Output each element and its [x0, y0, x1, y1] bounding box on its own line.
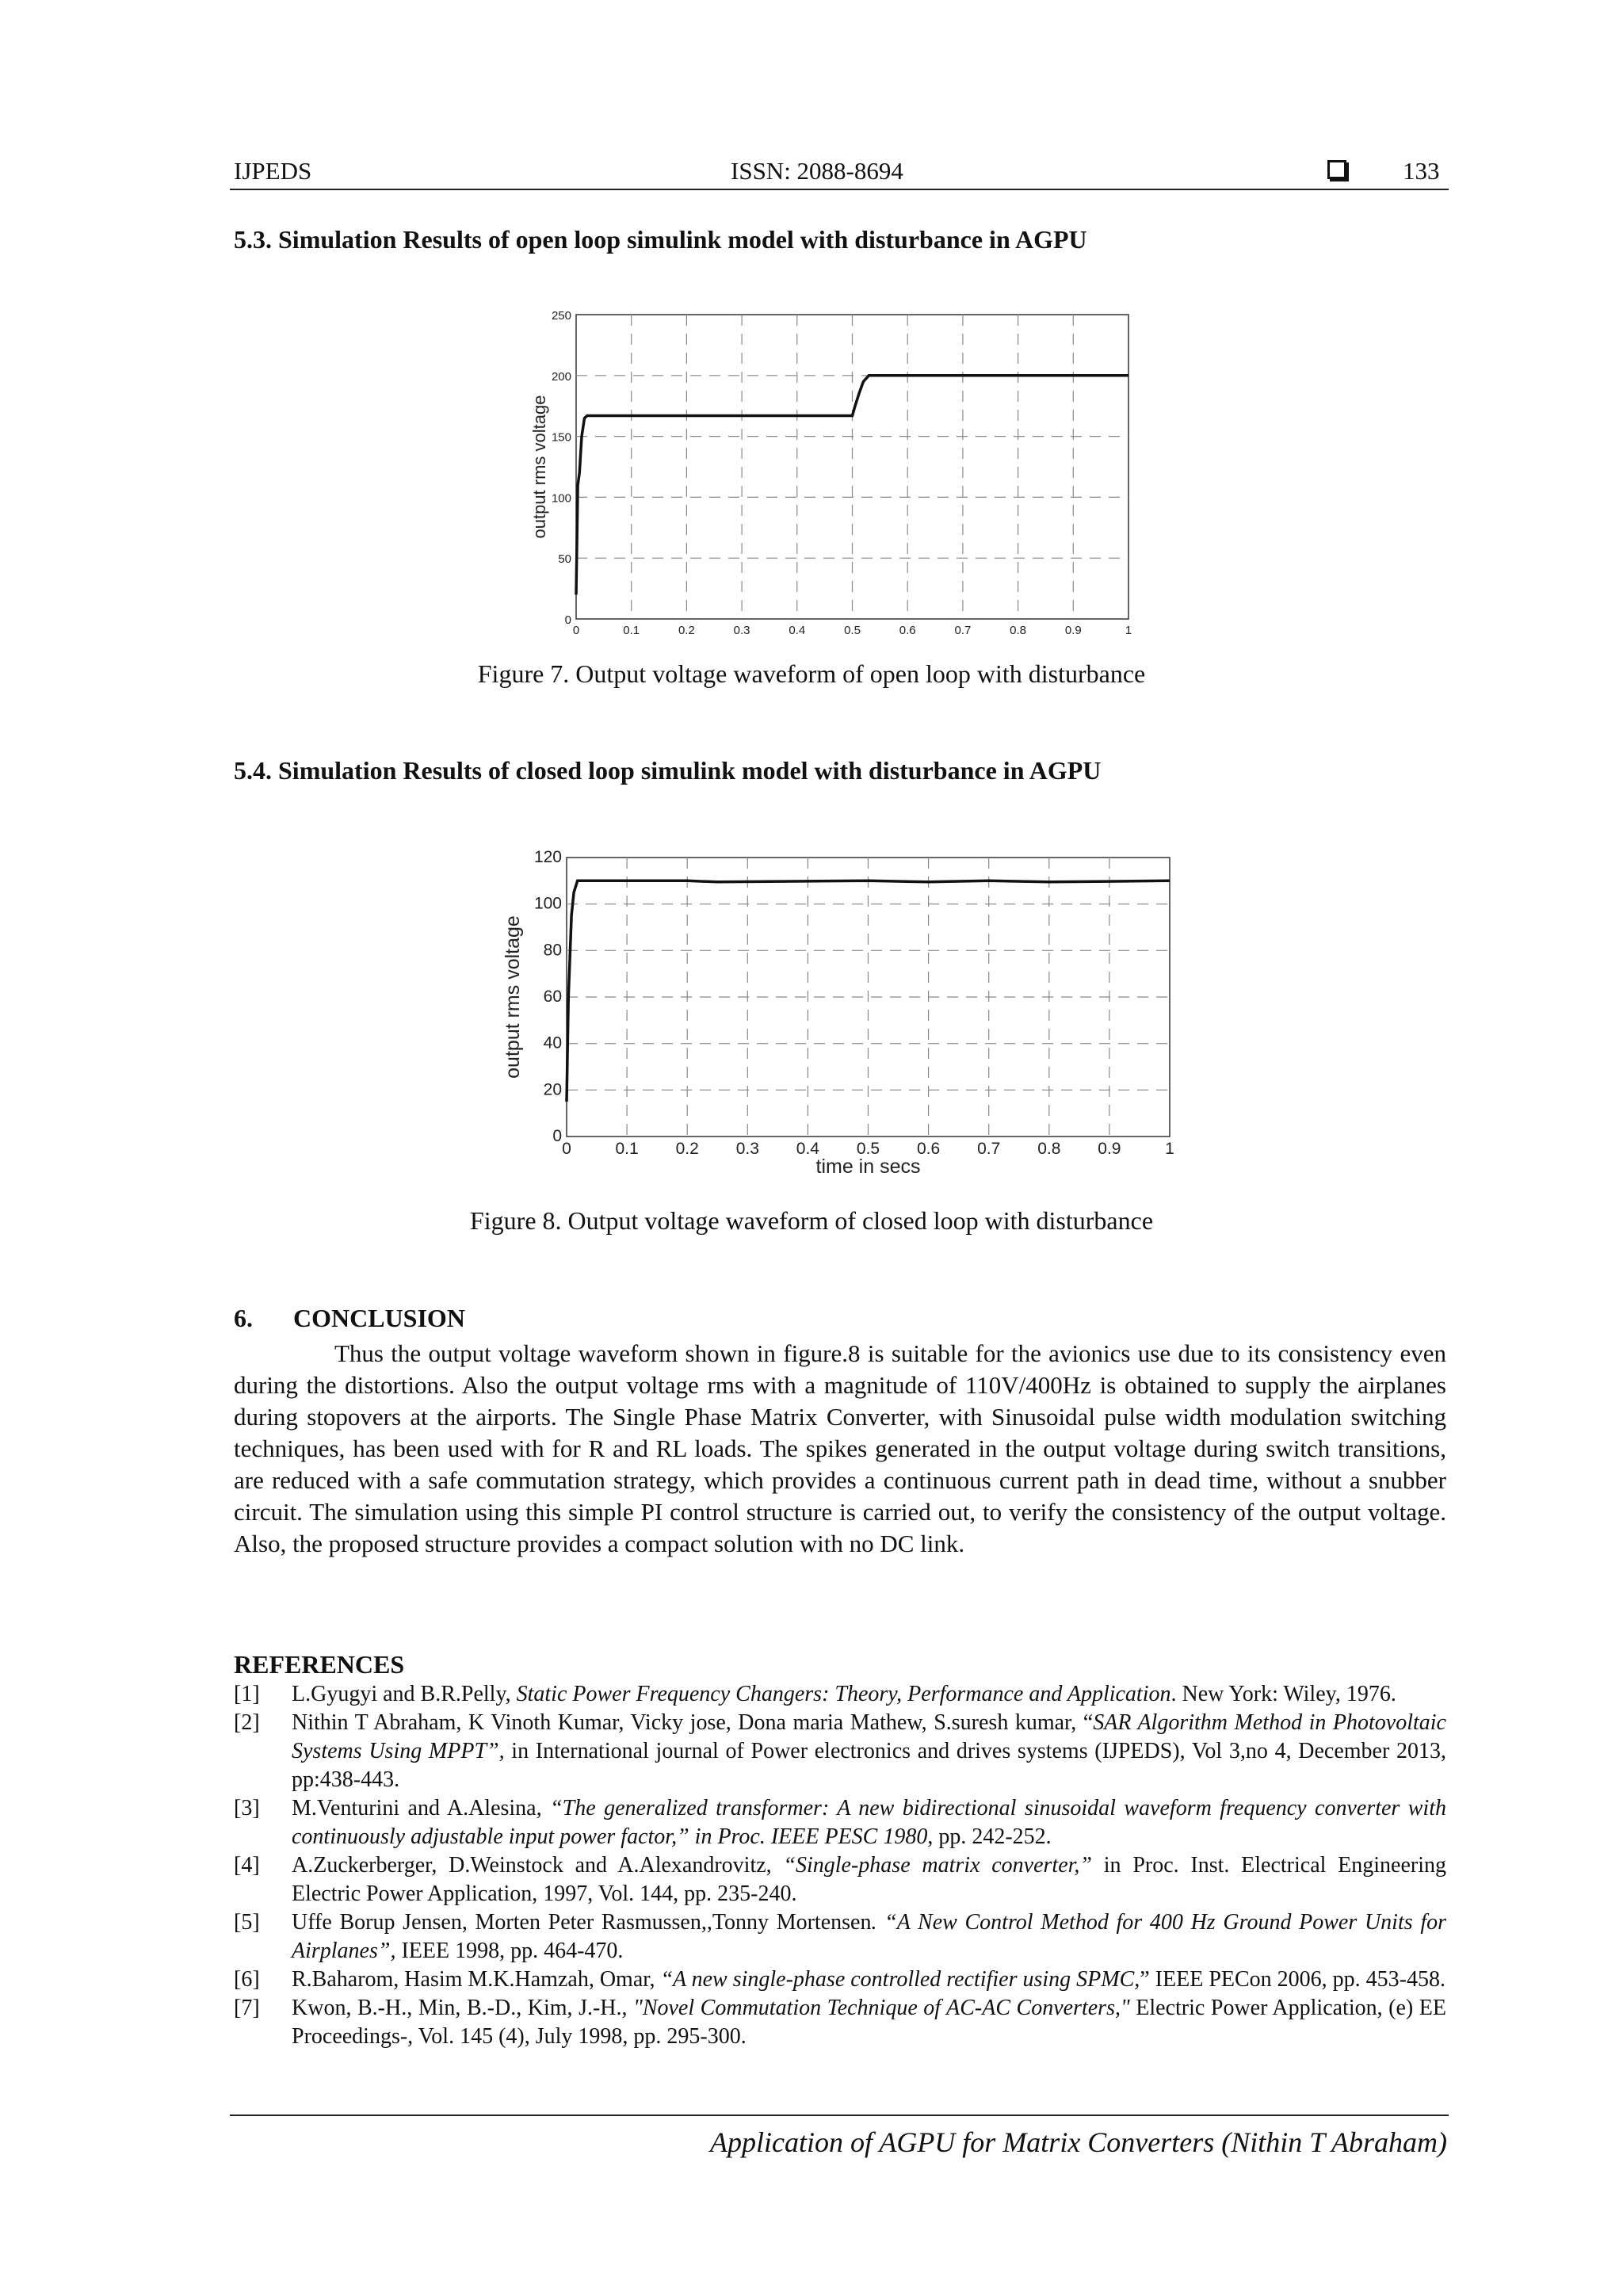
reference-item: [234, 1994, 1446, 2051]
x-tick-label: 0.9: [1064, 624, 1082, 637]
y-axis-label: output rms voltage: [529, 395, 549, 539]
reference-source: IEEE 1998, pp. 464-470.: [395, 1939, 624, 1963]
y-tick-label: 100: [533, 894, 562, 913]
y-tick-label: 120: [533, 848, 562, 866]
reference-authors: L.Gyugyi and B.R.Pelly,: [292, 1682, 517, 1706]
reference-source: in International journal of Power electronics and drives systems (IJPEDS), Vol 3,no 4, December 2013, pp:438-443.: [292, 1739, 1446, 1792]
reference-authors: Nithin T Abraham, K Vinoth Kumar, Vicky jose, Dona maria Mathew, S.suresh kumar, “: [292, 1710, 1094, 1735]
x-tick-label: 1: [1165, 1140, 1174, 1158]
section-5-3-heading: 5.3. Simulation Results of open loop simulink model with disturbance in AGPU: [234, 225, 1087, 254]
reference-source: , pp. 242-252.: [927, 1824, 1052, 1849]
reference-item: [234, 1680, 1446, 1709]
y-tick-label: 250: [551, 309, 571, 323]
reference-source: ” IEEE PECon 2006, pp. 453-458.: [1140, 1967, 1445, 1992]
plot-area: [576, 315, 1128, 619]
checkbox-square-icon: [1327, 160, 1346, 179]
reference-number: [7]: [234, 1996, 260, 2020]
x-tick-label: 0.4: [796, 1140, 820, 1158]
reference-item: [234, 1851, 1446, 1908]
y-tick-label: 200: [551, 369, 571, 384]
y-tick-label: 150: [551, 430, 571, 445]
series-line: [567, 881, 1170, 1102]
x-tick-label: 0.8: [1037, 1140, 1061, 1158]
x-tick-label: 0.3: [733, 624, 750, 637]
reference-number: [4]: [234, 1853, 260, 1878]
reference-title: "Novel Commutation Technique of AC-AC Converters,": [633, 1996, 1130, 2020]
figure-8-caption: Figure 8. Output voltage waveform of closed loop with disturbance: [469, 1206, 1154, 1235]
y-tick-label: 50: [558, 552, 571, 567]
reference-authors: A.Zuckerberger, D.Weinstock and A.Alexandrovitz,: [292, 1853, 784, 1878]
reference-item: [234, 1966, 1446, 1994]
x-tick-label: 0.7: [954, 624, 972, 637]
x-tick-label: 0.4: [789, 624, 806, 637]
reference-number: [1]: [234, 1682, 260, 1706]
y-tick-label: 80: [543, 941, 562, 960]
section-5-4-heading: 5.4. Simulation Results of closed loop simulink model with disturbance in AGPU: [234, 756, 1102, 785]
reference-number: [2]: [234, 1710, 260, 1735]
y-tick-label: 40: [543, 1033, 562, 1052]
x-tick-label: 0.9: [1098, 1140, 1121, 1158]
reference-authors: Kwon, B.-H., Min, B.-D., Kim, J.-H.,: [292, 1996, 634, 2020]
reference-title: . “A New Control Method for 400 Hz Ground Power Units for Airplanes”,: [292, 1910, 1446, 1963]
footer-rule: [230, 2115, 1449, 2116]
x-axis-label: time in secs: [815, 1156, 921, 1178]
reference-number: [5]: [234, 1910, 260, 1935]
header-rule: [230, 189, 1449, 190]
issn: ISSN: 2088-8694: [731, 157, 903, 185]
y-tick-label: 100: [551, 491, 571, 506]
plot-area: [567, 858, 1170, 1137]
series-line: [576, 376, 1128, 595]
reference-source: Electric Power Application, (e) EE Proceedings-, Vol. 145 (4), July 1998, pp. 295-300.: [292, 1996, 1446, 2049]
running-title: Application of AGPU for Matrix Converters (Nithin T Abraham): [710, 2126, 1447, 2158]
reference-title: , “The generalized transformer: A new bidirectional sinusoidal waveform frequency converter with continuously adjustable input power factor,” in Proc. IEEE PESC 1980: [292, 1796, 1446, 1849]
x-tick-label: 0.7: [977, 1140, 1001, 1158]
reference-title: SAR Algorithm Method in Photovoltaic Systems Using MPPT”,: [292, 1710, 1446, 1763]
reference-item: [234, 1908, 1446, 1966]
y-tick-label: 60: [543, 988, 562, 1006]
x-tick-label: 0: [572, 624, 580, 637]
reference-title: “Single-phase matrix converter,”: [783, 1853, 1093, 1878]
reference-authors: R.Baharom, Hasim M.K.Hamzah, Omar,: [292, 1967, 661, 1992]
reference-authors: M.Venturini and A.Alesina: [292, 1796, 537, 1820]
reference-authors: Uffe Borup Jensen, Morten Peter Rasmussen,,Tonny Mortensen: [292, 1910, 872, 1935]
y-tick-label: 20: [543, 1080, 562, 1099]
y-tick-label: 0: [552, 1127, 562, 1145]
x-tick-label: 1: [1125, 624, 1132, 637]
reference-title: Static Power Frequency Changers: Theory, Performance and Application: [516, 1682, 1171, 1706]
x-tick-label: 0.2: [678, 624, 695, 637]
conclusion-heading: CONCLUSION: [293, 1304, 465, 1332]
conclusion-number: 6.: [234, 1304, 253, 1332]
reference-item: [234, 1794, 1446, 1851]
x-tick-label: 0.2: [675, 1140, 699, 1158]
y-tick-label: 0: [564, 613, 571, 627]
reference-number: [3]: [234, 1796, 260, 1820]
x-tick-label: 0.5: [844, 624, 861, 637]
conclusion-text: Thus the output voltage waveform shown in figure.8 is suitable for the avionics use due to its consistency even during the distortions. Also the output voltage rms with a magnitude of 110V/400Hz is obtained to supply the airplanes during stopovers at the airports. The Single Phase Matrix Converter, with Sinusoidal pulse width modulation switching techniques, has been used with for R and RL loads. The spikes generated in the output voltage during switch transitions, are reduced with a safe commutation strategy, which provides a continuous current path in dead time, without a snubber circuit. The simulation using this simple PI control structure is carried out, to verify the consistency of the output voltage. Also, the proposed structure provides a compact solution with no DC link.: [234, 1339, 1446, 1557]
page-number: 133: [1403, 157, 1440, 185]
y-axis-label: output rms voltage: [502, 915, 524, 1079]
reference-item: [234, 1709, 1446, 1794]
x-tick-label: 0.8: [1010, 624, 1027, 637]
reference-source: . New York: Wiley, 1976.: [1170, 1682, 1396, 1706]
x-tick-label: 0.6: [899, 624, 916, 637]
x-tick-label: 0.6: [916, 1140, 941, 1158]
reference-number: [6]: [234, 1967, 260, 1992]
reference-title: “A new single-phase controlled rectifier using SPMC,: [660, 1967, 1140, 1992]
x-tick-label: 0.1: [615, 1140, 639, 1158]
x-tick-label: 0.5: [856, 1140, 880, 1158]
references-list: [234, 1680, 1446, 2051]
references-heading: REFERENCES: [234, 1650, 405, 1679]
journal-name: IJPEDS: [234, 157, 312, 185]
x-tick-label: 0.1: [623, 624, 640, 637]
figure-7-caption: Figure 7. Output voltage waveform of open loop with disturbance: [477, 659, 1146, 688]
x-tick-label: 0.3: [735, 1140, 759, 1158]
reference-source: in Proc. Inst. Electrical Engineering Electric Power Application, 1997, Vol. 144, pp. 235-240.: [292, 1853, 1447, 1906]
x-tick-label: 0: [562, 1140, 571, 1158]
